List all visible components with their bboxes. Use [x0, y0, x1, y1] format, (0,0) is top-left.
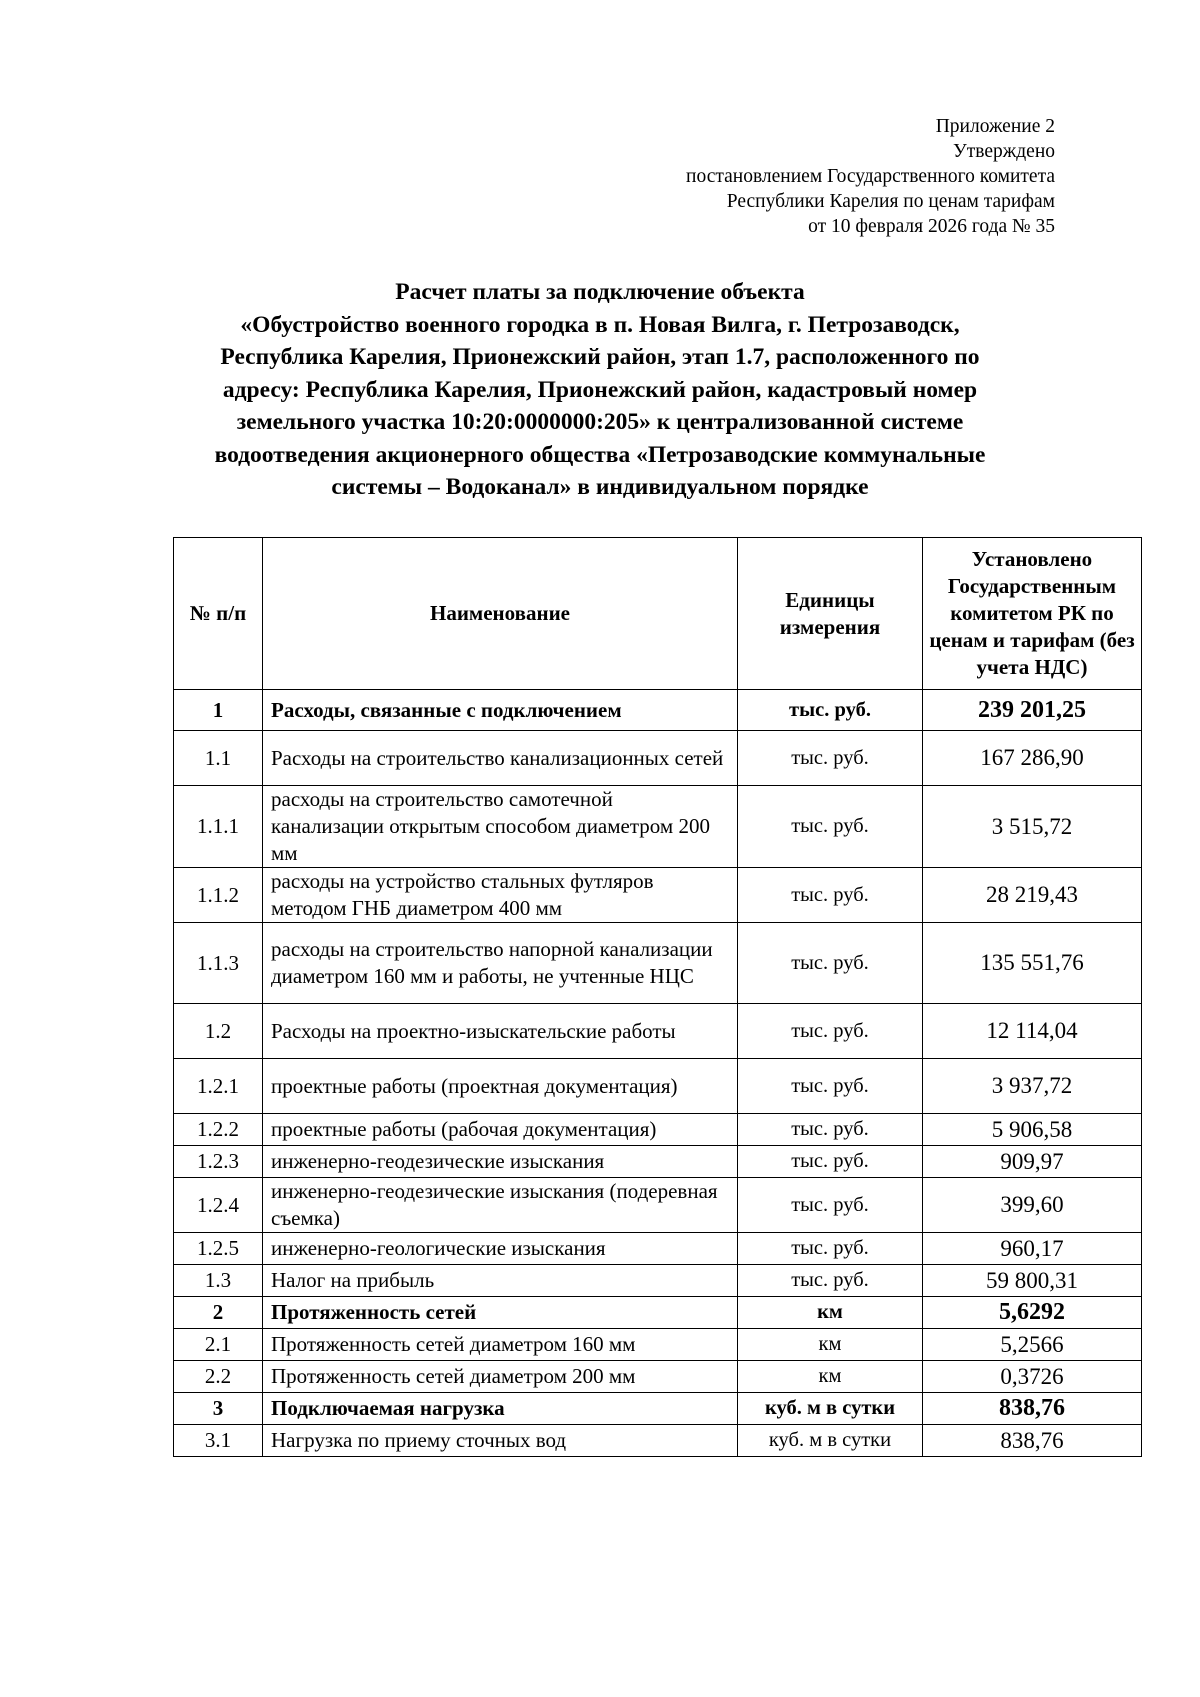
row-name: Нагрузка по приему сточных вод — [263, 1425, 738, 1457]
row-value: 12 114,04 — [923, 1004, 1142, 1059]
row-unit: тыс. руб. — [738, 1265, 923, 1297]
row-unit: км — [738, 1297, 923, 1329]
row-name: расходы на строительство самотечной канализации открытым способом диаметром 200 мм — [263, 786, 738, 868]
table-row — [174, 1297, 1142, 1329]
title-line: земельного участка 10:20:0000000:205» к централизованной системе — [236, 409, 964, 435]
row-unit: тыс. руб. — [738, 1233, 923, 1265]
row-unit: тыс. руб. — [738, 1146, 923, 1178]
row-unit: тыс. руб. — [738, 1059, 923, 1114]
table-row — [174, 786, 1142, 868]
row-number: 1.3 — [174, 1265, 263, 1297]
row-name: проектные работы (рабочая документация) — [263, 1114, 738, 1146]
row-name: Протяженность сетей диаметром 200 мм — [263, 1361, 738, 1393]
table-row — [174, 690, 1142, 731]
row-number: 1.2 — [174, 1004, 263, 1059]
title-line: Расчет платы за подключение объекта — [395, 279, 805, 305]
row-unit: куб. м в сутки — [738, 1425, 923, 1457]
row-value: 909,97 — [923, 1146, 1142, 1178]
row-number: 2.2 — [174, 1361, 263, 1393]
row-value: 399,60 — [923, 1178, 1142, 1233]
row-unit: тыс. руб. — [738, 1004, 923, 1059]
row-unit: тыс. руб. — [738, 923, 923, 1004]
row-value: 5 906,58 — [923, 1114, 1142, 1146]
row-value: 135 551,76 — [923, 923, 1142, 1004]
table-row — [174, 1233, 1142, 1265]
table-row — [174, 1425, 1142, 1457]
approval-authority-line-2: Республики Карелия по ценам тарифам — [726, 191, 1055, 212]
row-unit: тыс. руб. — [738, 690, 923, 731]
header-number: № п/п — [174, 538, 263, 690]
row-value: 3 515,72 — [923, 786, 1142, 868]
table-row — [174, 1146, 1142, 1178]
row-unit: тыс. руб. — [738, 731, 923, 786]
row-name: расходы на строительство напорной канализации диаметром 160 мм и работы, не учтенные НЦС — [263, 923, 738, 1004]
row-value: 0,3726 — [923, 1361, 1142, 1393]
row-number: 1.2.3 — [174, 1146, 263, 1178]
approved-label: Утверждено — [952, 141, 1055, 162]
row-unit: тыс. руб. — [738, 1178, 923, 1233]
row-number: 1.2.5 — [174, 1233, 263, 1265]
table-row — [174, 868, 1142, 923]
row-number: 3 — [174, 1393, 263, 1425]
title-line: системы – Водоканал» в индивидуальном порядке — [331, 474, 869, 500]
row-unit: км — [738, 1361, 923, 1393]
row-number: 2 — [174, 1297, 263, 1329]
table-row — [174, 1059, 1142, 1114]
row-number: 1.1.2 — [174, 868, 263, 923]
row-number: 1.1.1 — [174, 786, 263, 868]
table-row — [174, 1114, 1142, 1146]
table-header-row — [174, 538, 1142, 690]
row-number: 2.1 — [174, 1329, 263, 1361]
appendix-label: Приложение 2 — [935, 116, 1055, 137]
row-value: 5,2566 — [923, 1329, 1142, 1361]
row-name: Расходы, связанные с подключением — [263, 690, 738, 731]
table-row — [174, 1361, 1142, 1393]
row-name: инженерно-геодезические изыскания (подеревная съемка) — [263, 1178, 738, 1233]
row-name: Протяженность сетей диаметром 160 мм — [263, 1329, 738, 1361]
row-name: Расходы на проектно-изыскательские работы — [263, 1004, 738, 1059]
row-value: 3 937,72 — [923, 1059, 1142, 1114]
table-row — [174, 1265, 1142, 1297]
row-number: 1.1 — [174, 731, 263, 786]
title-line: адресу: Республика Карелия, Прионежский район, кадастровый номер — [222, 376, 978, 403]
approval-date: от 10 февраля 2026 года № 35 — [808, 216, 1055, 237]
row-name: проектные работы (проектная документация) — [263, 1059, 738, 1114]
row-unit: тыс. руб. — [738, 1114, 923, 1146]
row-name: инженерно-геологические изыскания — [263, 1233, 738, 1265]
row-value: 167 286,90 — [923, 731, 1142, 786]
row-name: расходы на устройство стальных футляров методом ГНБ диаметром 400 мм — [263, 868, 738, 923]
row-value: 239 201,25 — [923, 690, 1142, 731]
table-row — [174, 1393, 1142, 1425]
row-number: 1.1.3 — [174, 923, 263, 1004]
row-name: Подключаемая нагрузка — [263, 1393, 738, 1425]
row-value: 5,6292 — [923, 1297, 1142, 1329]
row-unit: куб. м в сутки — [738, 1393, 923, 1425]
row-number: 1.2.4 — [174, 1178, 263, 1233]
header-name: Наименование — [263, 538, 738, 690]
title-line: Республика Карелия, Прионежский район, этап 1.7, расположенного по — [220, 344, 980, 370]
table-row — [174, 923, 1142, 1004]
row-name: Налог на прибыль — [263, 1265, 738, 1297]
header-unit: Единицы измерения — [738, 538, 923, 690]
row-value: 28 219,43 — [923, 868, 1142, 923]
title-line: водоотведения акционерного общества «Петрозаводские коммунальные — [214, 441, 986, 468]
row-name: инженерно-геодезические изыскания — [263, 1146, 738, 1178]
row-name: Расходы на строительство канализационных сетей — [263, 731, 738, 786]
row-value: 59 800,31 — [923, 1265, 1142, 1297]
approval-authority-line-1: постановлением Государственного комитета — [686, 166, 1055, 187]
row-number: 1 — [174, 690, 263, 731]
row-number: 1.2.2 — [174, 1114, 263, 1146]
document-title — [140, 276, 1060, 504]
row-name: Протяженность сетей — [263, 1297, 738, 1329]
table-row — [174, 731, 1142, 786]
row-value: 838,76 — [923, 1425, 1142, 1457]
row-value: 960,17 — [923, 1233, 1142, 1265]
header-value: Установлено Государственным комитетом РК по ценам и тарифам (без учета НДС) — [923, 538, 1142, 690]
table-row — [174, 1329, 1142, 1361]
row-unit: тыс. руб. — [738, 786, 923, 868]
row-value: 838,76 — [923, 1393, 1142, 1425]
fee-calculation-table — [173, 537, 1142, 1457]
row-number: 3.1 — [174, 1425, 263, 1457]
table-row — [174, 1178, 1142, 1233]
row-unit: тыс. руб. — [738, 868, 923, 923]
table-row — [174, 1004, 1142, 1059]
row-number: 1.2.1 — [174, 1059, 263, 1114]
row-unit: км — [738, 1329, 923, 1361]
approval-stamp — [686, 114, 1055, 239]
title-line: «Обустройство военного городка в п. Новая Вилга, г. Петрозаводск, — [240, 311, 960, 338]
